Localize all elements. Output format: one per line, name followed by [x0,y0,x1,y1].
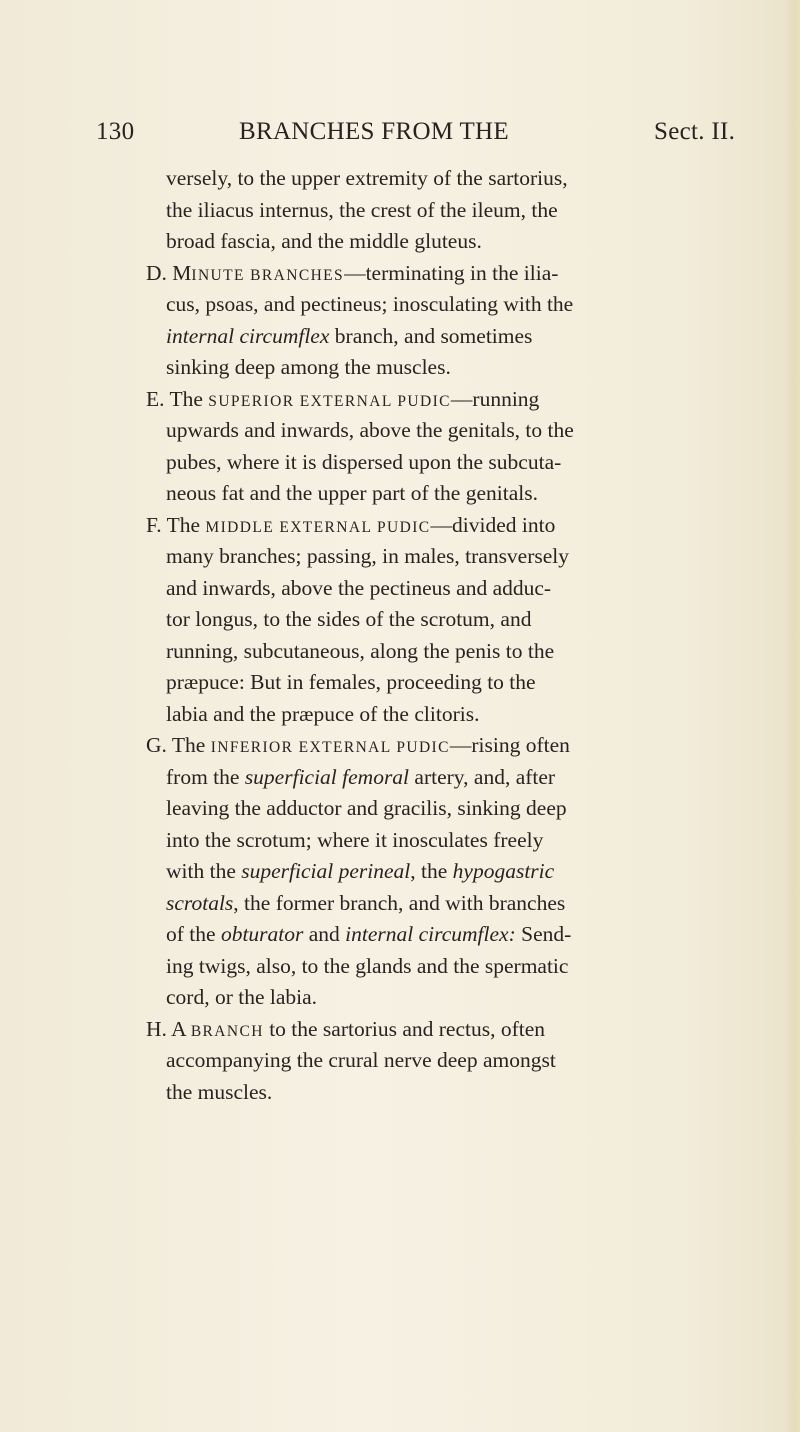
text-line [146,793,746,825]
text-span: —running [450,386,540,411]
text-span: and [303,922,346,946]
italic-term: internal circumflex: [345,922,516,946]
italic-term: superficial perineal [241,859,411,883]
text-span: præpuce: But in females, proceeding to the [166,670,536,694]
text-span: running, subcutaneous, along the penis to the [166,638,555,663]
text-line [146,321,746,353]
text-line [146,982,746,1014]
italic-term: hypogastric [452,859,555,883]
text-span: leaving the adductor and gracilis, sinking deep [166,796,567,820]
text-span: many branches; passing, in males, transversely [166,544,570,568]
text-line [146,573,746,605]
text-span: , the [410,859,453,883]
text-line [146,1077,746,1109]
text-line [146,226,746,258]
text-span: accompanying the crural nerve deep amongst [166,1048,556,1072]
text-line [146,699,746,731]
italic-term: obturator [220,922,304,946]
text-span: upwards and inwards, above the genitals, to the [166,418,574,442]
text-line [146,856,746,888]
small-caps-term: SUPERIOR EXTERNAL PUDIC [208,392,451,410]
text-line [146,825,746,857]
paragraph-e-heading [146,384,746,416]
running-title: BRANCHES FROM THE [239,118,509,145]
page-number: 130 [96,118,135,145]
running-header [96,118,736,152]
text-line [146,541,746,573]
text-line [146,352,746,384]
text-span: labia and the præpuce of the clitoris. [166,701,480,726]
text-line [146,888,746,920]
body-text [146,163,746,1108]
text-span: —terminating in the ilia- [344,260,559,285]
small-caps-initial: M [172,260,192,285]
italic-term: internal circumflex [166,323,330,348]
text-span: to the sartorius and rectus, often [263,1016,546,1041]
text-span: ing twigs, also, to the glands and the spermatic [166,953,569,978]
paragraph-f-heading [146,510,746,542]
text-line [146,636,746,668]
text-span: —rising often [449,733,570,757]
text-span: of the [166,922,221,946]
text-span: Send- [515,922,572,946]
text-span: from the [166,764,245,789]
text-line [146,415,746,447]
text-line [146,195,746,227]
text-span: branch, and sometimes [329,323,533,348]
text-span: pubes, where it is dispersed upon the subcuta- [166,449,562,474]
text-line [146,667,746,699]
italic-term: superficial femoral [244,764,410,789]
text-span: versely, to the upper extremity of the sartorius, [166,166,568,190]
small-caps-term: BRANCH [190,1022,264,1040]
text-line [146,478,746,510]
text-line [146,951,746,983]
paragraph-d-heading [146,258,746,290]
text-span: , the former branch, and with branches [233,890,566,915]
text-span: E. The [146,386,209,411]
text-span: cord, or the labia. [166,985,318,1009]
text-span: cus, psoas, and pectineus; inosculating with the [166,292,574,316]
text-span: broad fascia, and the middle gluteus. [166,229,482,253]
paragraph-h-heading [146,1014,746,1046]
text-span: H. A [146,1016,191,1041]
text-line [146,289,746,321]
text-span: into the scrotum; where it inosculates freely [166,827,544,852]
text-line [146,163,746,195]
text-line [146,604,746,636]
text-span: with the [166,859,242,883]
text-span: G. The [146,733,211,757]
text-span: F. The [146,512,206,537]
section-label: Sect. II. [654,118,736,145]
text-span: artery, and, after [409,764,556,789]
small-caps-term: INUTE BRANCHES [191,266,345,284]
text-line [146,762,746,794]
text-span: —divided into [430,512,556,537]
text-line [146,919,746,951]
text-line [146,447,746,479]
paragraph-g-heading [146,730,746,762]
text-span: the muscles. [166,1079,273,1104]
page-edge-shadow [784,0,800,1432]
item-letter: D. [146,260,167,285]
text-span: the iliacus internus, the crest of the ileum, the [166,197,558,222]
text-span: sinking deep among the muscles. [166,355,451,379]
text-span: neous fat and the upper part of the genitals. [166,481,538,505]
text-line [146,1045,746,1077]
small-caps-term: INFERIOR EXTERNAL PUDIC [210,739,450,756]
small-caps-term: MIDDLE EXTERNAL PUDIC [205,518,431,536]
italic-term: scrotals [166,890,234,915]
text-span: tor longus, to the sides of the scrotum, and [166,607,532,631]
text-span: and inwards, above the pectineus and adduc- [166,575,552,600]
